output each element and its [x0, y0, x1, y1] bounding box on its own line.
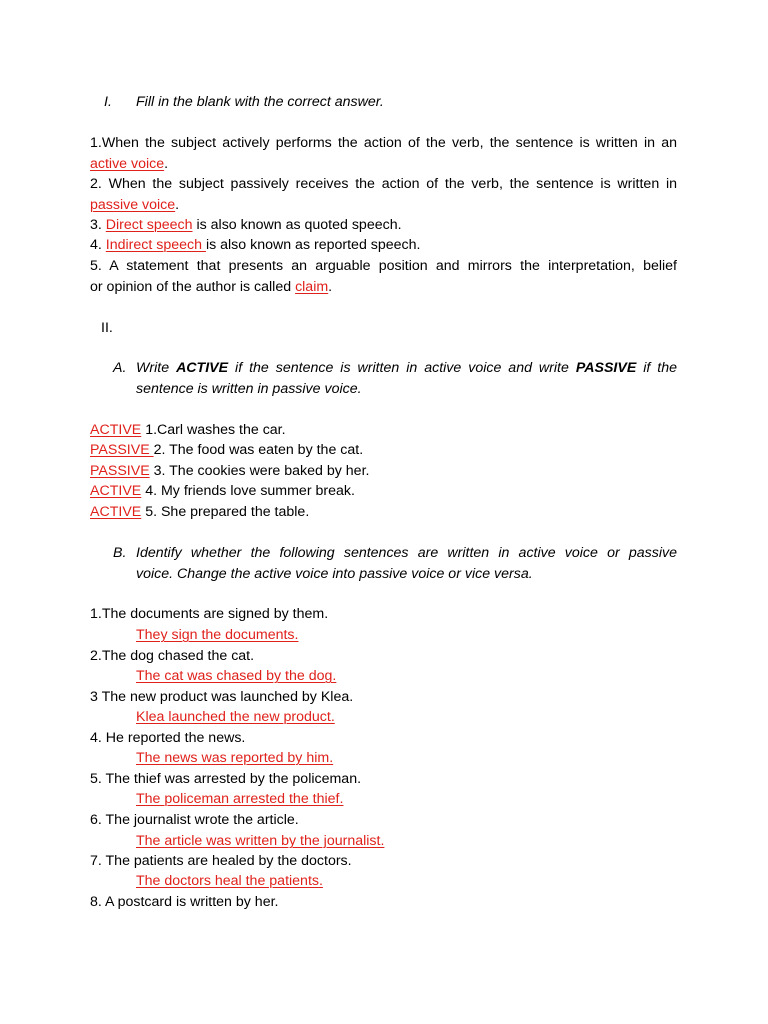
part-b-answer-5: The policeman arrested the thief.	[136, 791, 344, 807]
part-b-answer-6: The article was written by the journalist.	[136, 833, 385, 849]
part-b-question-5: 5. The thief was arrested by the policeman.	[90, 771, 362, 787]
question-1-line: 1.When the subject actively performs the action of the verb, the sentence is written in an	[90, 135, 677, 151]
part-b-answer-1: They sign the documents.	[136, 627, 299, 643]
part-a-letter: A.	[113, 360, 127, 376]
answer-text: ACTIVE	[90, 504, 142, 520]
part-b-question-3: 3 The new product was launched by Klea.	[90, 689, 354, 705]
section-1-numeral: I.	[104, 94, 112, 110]
part-b-instruction-line-2: voice. Change the active voice into passive voice or vice versa.	[136, 566, 533, 582]
section-2-numeral: II.	[101, 320, 113, 336]
part-b-question-1: 1.The documents are signed by them.	[90, 606, 329, 622]
answer-text: ACTIVE	[90, 483, 142, 499]
answer-text: PASSIVE	[90, 463, 150, 479]
part-a-item-5: ACTIVE 5. She prepared the table.	[90, 504, 310, 520]
question-2-answer-line: passive voice.	[90, 197, 180, 213]
answer-text: active voice	[90, 156, 165, 172]
part-a-instruction-line-1: Write ACTIVE if the sentence is written in active voice and write PASSIVE if the	[136, 360, 678, 376]
part-a-item-1: ACTIVE 1.Carl washes the car.	[90, 422, 286, 438]
part-a-instruction-line-2: sentence is written in passive voice.	[136, 381, 362, 397]
part-a-item-4: ACTIVE 4. My friends love summer break.	[90, 483, 355, 499]
question-1-answer-line: active voice.	[90, 156, 169, 172]
part-b-answer-2: The cat was chased by the dog.	[136, 668, 337, 684]
part-b-answer-4: The news was reported by him.	[136, 750, 334, 766]
answer-text: Direct speech	[105, 217, 193, 233]
part-b-question-8: 8. A postcard is written by her.	[90, 894, 279, 910]
answer-text: ACTIVE	[90, 422, 142, 438]
part-b-letter: B.	[113, 545, 127, 561]
question-2-line: 2. When the subject passively receives the action of the verb, the sentence is written in	[90, 176, 677, 192]
part-a-item-2: PASSIVE 2. The food was eaten by the cat.	[90, 442, 364, 458]
part-b-question-4: 4. He reported the news.	[90, 730, 246, 746]
part-b-instruction-line-1: Identify whether the following sentences are written in active voice or passive	[136, 545, 677, 561]
part-b-question-6: 6. The journalist wrote the article.	[90, 812, 299, 828]
answer-text: PASSIVE	[90, 442, 154, 458]
part-b-answer-3: Klea launched the new product.	[136, 709, 335, 725]
answer-text: claim	[295, 279, 329, 295]
part-b-question-7: 7. The patients are healed by the doctors.	[90, 853, 352, 869]
answer-text: Indirect speech	[105, 237, 206, 253]
question-5-answer-line: or opinion of the author is called claim.	[90, 279, 333, 295]
question-3-line: 3. Direct speech is also known as quoted speech.	[90, 217, 402, 233]
question-5-line: 5. A statement that presents an arguable position and mirrors the interpretation, belief	[90, 258, 677, 274]
question-4-line: 4. Indirect speech is also known as reported speech.	[90, 237, 421, 253]
part-b-answer-7: The doctors heal the patients.	[136, 873, 323, 889]
section-1-heading: Fill in the blank with the correct answer.	[136, 94, 384, 110]
part-a-item-3: PASSIVE 3. The cookies were baked by her.	[90, 463, 370, 479]
part-b-question-2: 2.The dog chased the cat.	[90, 648, 255, 664]
answer-text: passive voice	[90, 197, 176, 213]
